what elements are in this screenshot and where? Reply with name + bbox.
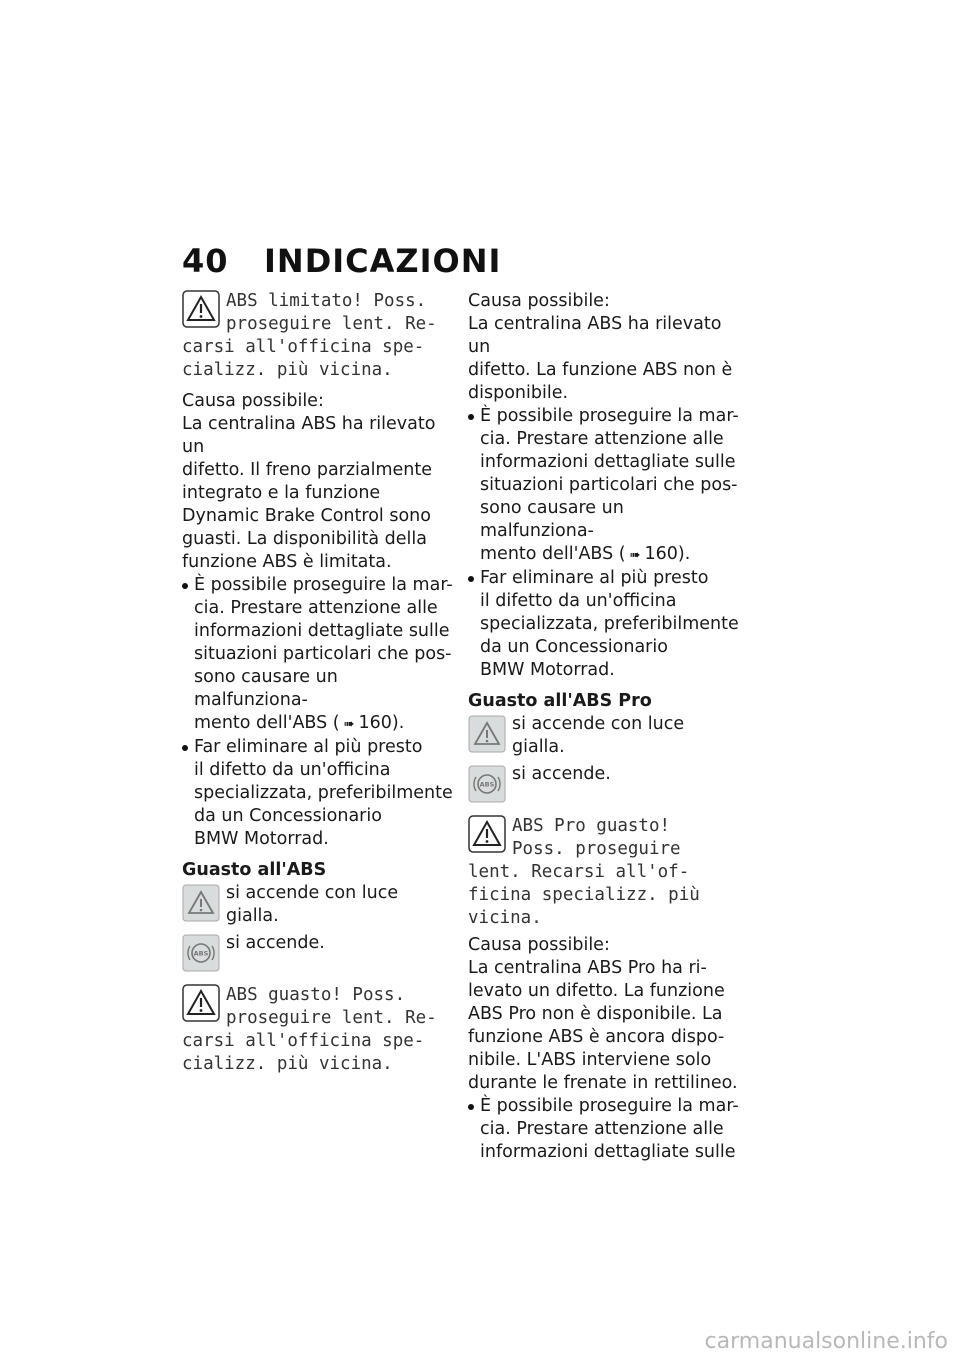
message-line: vicina. [468, 908, 542, 928]
page-reference-link[interactable]: 160). [358, 713, 405, 733]
bullet-text-line: cia. Prestare attenzione alle [480, 429, 724, 449]
bullet-text-line: sono causare un malfunziona- [194, 667, 338, 710]
cause-text-line: nibile. L'ABS interviene solo [468, 1050, 712, 1070]
abs-light-text: si accende. [512, 764, 611, 784]
bullet-dot-icon [182, 745, 188, 751]
svg-text:ABS: ABS [479, 780, 495, 789]
cause-text-line: difetto. Il freno parzialmente [182, 460, 433, 480]
svg-text:ABS: ABS [193, 949, 209, 958]
message-line: cializz. più vicina. [182, 360, 393, 380]
warning-triangle-outline-icon [182, 984, 220, 1022]
cause-text-line: Dynamic Brake Control sono [182, 506, 431, 526]
bullet-text-line [194, 712, 454, 736]
message-line: carsi all'officina spe- [182, 1031, 425, 1051]
cause-text-line: La centralina ABS ha rilevato un [468, 314, 722, 357]
page-number: 40 [182, 242, 229, 280]
bullet-text-line: È possibile proseguire la mar- [480, 406, 739, 426]
warning-light-icon [182, 884, 220, 922]
bullet-text-line: il difetto da un'officina [194, 760, 391, 780]
bullet-text-line: Far eliminare al più presto [194, 737, 423, 757]
bullet-dot-icon [468, 414, 474, 420]
cause-label: Causa possibile: [468, 935, 610, 955]
warning-light-text: si accende con luce gialla. [226, 883, 399, 926]
bullet-item [182, 574, 454, 736]
display-message-block [182, 984, 454, 1076]
cause-text-line: La centralina ABS Pro ha ri- [468, 958, 707, 978]
warning-light-row [468, 713, 740, 759]
display-message-block [182, 290, 454, 382]
abs-light-row [182, 932, 454, 978]
message-line: ABS limitato! Poss. [226, 291, 427, 311]
bullet-dot-icon [182, 583, 188, 589]
bullet-text: mento dell'ABS ( [194, 713, 340, 733]
warning-light-text: si accende con luce gialla. [512, 714, 685, 757]
message-line: ABS guasto! Poss. [226, 985, 406, 1005]
cause-text-line: difetto. La funzione ABS non è [468, 360, 733, 380]
cause-text-line: guasti. La disponibilità della [182, 529, 427, 549]
bullet-dot-icon [468, 1104, 474, 1110]
bullet-text-line: informazioni dettagliate sulle [194, 621, 450, 641]
bullet-text-line [480, 543, 740, 567]
bullet-item [468, 567, 740, 682]
page-header [182, 242, 501, 280]
bullet-text: mento dell'ABS ( [480, 544, 626, 564]
left-column [182, 290, 454, 1076]
cause-text-line: funzione ABS è ancora dispo- [468, 1027, 725, 1047]
right-column [468, 290, 740, 1164]
bullet-text-line: da un Concessionario [480, 637, 668, 657]
abs-light-icon [468, 765, 506, 803]
cause-text-line: La centralina ABS ha rilevato un [182, 414, 436, 457]
abs-light-icon [182, 934, 220, 972]
bullet-text-line: da un Concessionario [194, 806, 382, 826]
bullet-text-line: È possibile proseguire la mar- [194, 575, 453, 595]
bullet-text-line: Far eliminare al più presto [480, 568, 709, 588]
bullet-dot-icon [468, 576, 474, 582]
cause-text-line: ABS Pro non è disponibile. La [468, 1004, 723, 1024]
display-message-block [468, 815, 740, 930]
cause-label: Causa possibile: [182, 391, 324, 411]
bullet-text-line: BMW Motorrad. [480, 660, 615, 680]
bullet-text-line: informazioni dettagliate sulle [480, 452, 736, 472]
abs-light-text: si accende. [226, 933, 325, 953]
bullet-item [468, 1095, 740, 1164]
bullet-text-line: informazioni dettagliate sulle [480, 1142, 736, 1162]
bullet-text-line: specializzata, preferibilmente [480, 614, 739, 634]
bullet-text-line: cia. Prestare attenzione alle [194, 598, 438, 618]
bullet-item [468, 405, 740, 567]
page-reference-arrow-icon: ➠ [343, 717, 355, 732]
cause-text-line: durante le frenate in rettilineo. [468, 1073, 738, 1093]
page-reference-arrow-icon: ➠ [629, 548, 641, 563]
message-line: lent. Recarsi all'of- [468, 862, 690, 882]
bullet-text-line: situazioni particolari che pos- [194, 644, 452, 664]
message-line: cializz. più vicina. [182, 1054, 393, 1074]
bullet-text-line: situazioni particolari che pos- [480, 475, 738, 495]
bullet-text-line: È possibile proseguire la mar- [480, 1096, 739, 1116]
bullet-text-line: BMW Motorrad. [194, 829, 329, 849]
section-heading: Guasto all'ABS [182, 860, 327, 880]
message-line: Poss. proseguire [512, 839, 681, 859]
warning-light-icon [468, 715, 506, 753]
bullet-item [182, 736, 454, 851]
message-line: carsi all'officina spe- [182, 337, 425, 357]
page-reference-link[interactable]: 160). [644, 544, 691, 564]
message-line: proseguire lent. Re- [226, 1008, 437, 1028]
bullet-text-line: specializzata, preferibilmente [194, 783, 453, 803]
cause-label: Causa possibile: [468, 291, 610, 311]
cause-text-line: levato un difetto. La funzione [468, 981, 725, 1001]
warning-triangle-outline-icon [182, 290, 220, 328]
section-heading: Guasto all'ABS Pro [468, 691, 652, 711]
message-line: proseguire lent. Re- [226, 314, 437, 334]
cause-text-line: funzione ABS è limitata. [182, 552, 392, 572]
bullet-text-line: sono causare un malfunziona- [480, 498, 624, 541]
bullet-text-line: cia. Prestare attenzione alle [480, 1119, 724, 1139]
bullet-text-line: il difetto da un'officina [480, 591, 677, 611]
cause-text-line: disponibile. [468, 383, 569, 403]
message-line: ficina specializz. più [468, 885, 700, 905]
warning-light-row [182, 882, 454, 928]
watermark: carmanualsonline.info [704, 1329, 948, 1354]
abs-light-row [468, 763, 740, 809]
cause-text-line: integrato e la funzione [182, 483, 381, 503]
warning-triangle-outline-icon [468, 815, 506, 853]
page-title: INDICAZIONI [264, 242, 502, 280]
message-line: ABS Pro guasto! [512, 816, 671, 836]
